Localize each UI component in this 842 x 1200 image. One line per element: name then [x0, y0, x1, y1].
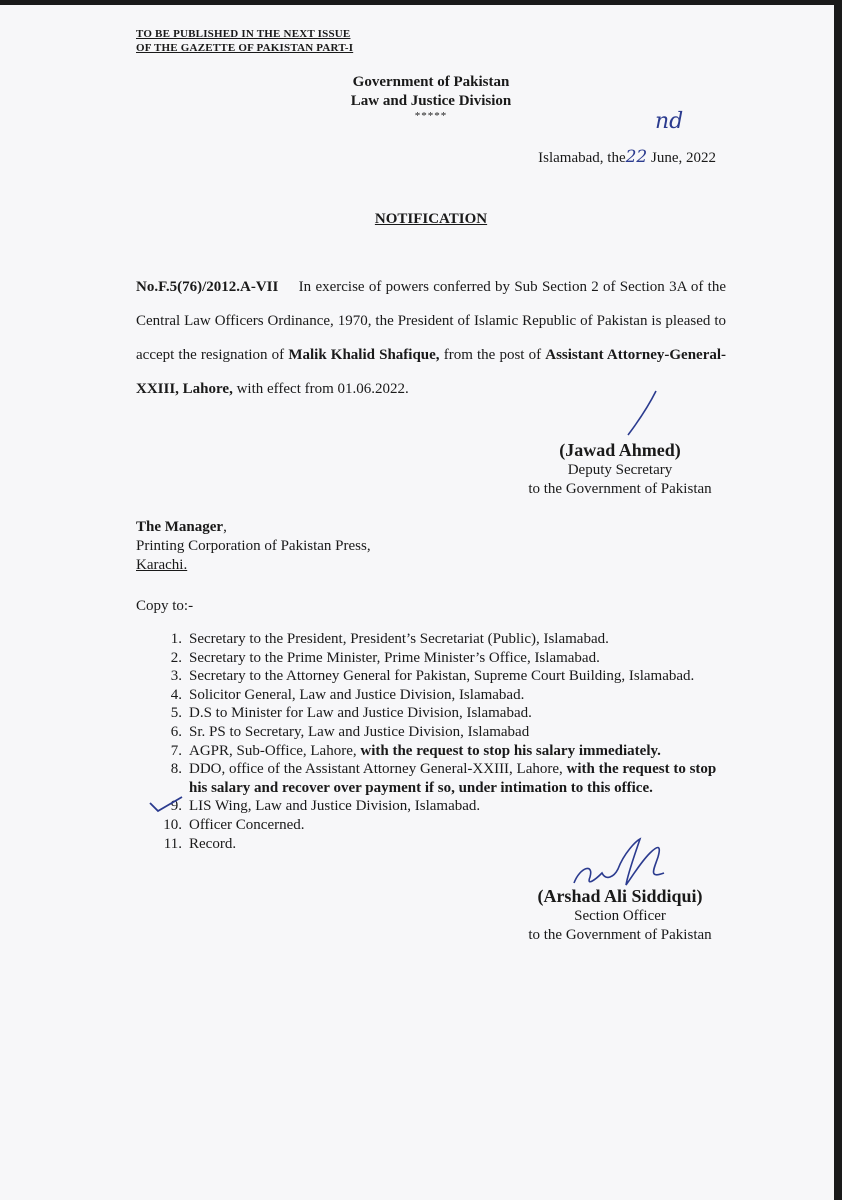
copy-item-number: 5.: [170, 705, 182, 722]
signature-block-deputy-secretary: [500, 439, 740, 499]
date-suffix: June, 2022: [651, 150, 716, 166]
copy-list-item: [136, 667, 736, 686]
handwritten-day: 22: [625, 147, 648, 167]
notification-ref: No.F.5(76)/2012.A-VII: [136, 279, 279, 295]
copy-item-number: 7.: [170, 742, 182, 759]
document-header: [0, 73, 842, 121]
copy-item-text-wrap: [189, 649, 736, 668]
copy-item-number: 6.: [170, 723, 182, 740]
copy-item-text: DDO, office of the Assistant Attorney General-XXIII, Lahore,: [189, 761, 563, 778]
copy-item-text: AGPR, Sub-Office, Lahore,: [189, 742, 357, 759]
copy-item-instruction: with the request to stop his salary immediately.: [360, 742, 661, 759]
handwritten-ordinal: nd: [655, 109, 684, 134]
copy-item-number: 11.: [163, 835, 182, 852]
signatory-1-name: (Jawad Ahmed): [559, 440, 681, 460]
header-stars: *****: [414, 110, 448, 122]
copy-item-number: 4.: [170, 686, 182, 703]
gazette-notice: [136, 27, 353, 55]
copy-to-label: Copy to:-: [136, 598, 194, 614]
gazette-line-2: OF THE GAZETTE OF PAKISTAN PART-I: [136, 42, 354, 54]
copy-item-number: 10.: [163, 816, 182, 833]
copy-list-item: [136, 797, 736, 816]
addressee-name: The Manager: [136, 519, 224, 535]
copy-item-text-wrap: [189, 760, 736, 797]
notification-text-2: from the post of: [443, 347, 542, 363]
copy-item-number: 2.: [170, 649, 182, 666]
copy-list-item: [136, 649, 736, 668]
signature-icon: [566, 833, 676, 893]
signature-stroke-1: [620, 389, 660, 439]
copy-item-text: Officer Concerned.: [189, 816, 305, 833]
copy-item-text-wrap: [189, 686, 736, 705]
copy-item-text: Secretary to the Prime Minister, Prime Minister’s Office, Islamabad.: [189, 649, 600, 666]
signatory-1-org: to the Government of Pakistan: [528, 481, 712, 497]
signatory-2-name: (Arshad Ali Siddiqui): [537, 886, 703, 906]
copy-item-text-wrap: [189, 704, 736, 723]
copy-list-item: [136, 816, 736, 835]
copy-list-item: [136, 630, 736, 649]
copy-list-item: [136, 704, 736, 723]
copy-item-text-wrap: [189, 723, 736, 742]
copy-list-item: [136, 760, 736, 797]
notification-body: [136, 270, 726, 406]
copy-item-text: Secretary to the President, President’s Secretariat (Public), Islamabad.: [189, 631, 609, 647]
copy-item-text: LIS Wing, Law and Justice Division, Islamabad.: [189, 798, 481, 815]
copy-item-text: Sr. PS to Secretary, Law and Justice Division, Islamabad: [189, 723, 530, 740]
place-prefix: Islamabad, the: [538, 150, 626, 166]
post-title: Assistant Attorney-General-XXIII, Lahore,: [136, 347, 727, 397]
copy-list-item: [136, 686, 736, 705]
signatory-2-designation: Section Officer: [574, 908, 666, 924]
copy-list: [136, 630, 736, 853]
copy-item-text-wrap: [189, 742, 736, 761]
header-division: Law and Justice Division: [350, 93, 512, 109]
addressee-city: Karachi.: [136, 557, 188, 573]
copy-item-number: 8.: [170, 761, 182, 778]
notification-text-3: with effect from 01.06.2022.: [236, 381, 409, 397]
place-date: [538, 147, 716, 167]
copy-item-number: 9.: [170, 798, 182, 815]
copy-item-text: Secretary to the Attorney General for Pakistan, Supreme Court Building, Islamabad.: [189, 668, 695, 685]
copy-list-item: [136, 742, 736, 761]
resignee-name: Malik Khalid Shafique,: [288, 347, 440, 363]
gazette-line-1: TO BE PUBLISHED IN THE NEXT ISSUE: [136, 28, 351, 40]
signatory-2-org: to the Government of Pakistan: [528, 927, 712, 943]
signature-block-section-officer: [500, 885, 740, 945]
copy-item-instruction: with the request to stop his salary and recover over payment if so, under intimation to this office.: [189, 761, 717, 796]
copy-item-text-wrap: [189, 630, 736, 649]
copy-item-text: Solicitor General, Law and Justice Division, Islamabad.: [189, 686, 525, 703]
signatory-1-designation: Deputy Secretary: [567, 462, 673, 478]
check-mark-icon: [148, 795, 188, 815]
copy-item-number: 1.: [170, 631, 182, 647]
addressee-block: The Manager, Printing Corporation of Pakistan Press, Karachi.: [136, 519, 371, 573]
copy-item-text: Record.: [189, 835, 237, 852]
addressee-line-2: Printing Corporation of Pakistan Press,: [136, 538, 371, 554]
copy-list-item: [136, 723, 736, 742]
copy-item-text-wrap: [189, 797, 736, 816]
notification-text-1: In exercise of powers conferred by Sub Section 2 of Section 3A of the Central Law Officers Ordinance, 1970, the President of Islamic Republic of Pakistan is pleased to accept the resignation of: [136, 279, 726, 363]
copy-item-number: 3.: [170, 668, 182, 685]
copy-item-text: D.S to Minister for Law and Justice Division, Islamabad.: [189, 705, 532, 722]
header-government: Government of Pakistan: [352, 74, 510, 90]
copy-item-text-wrap: [189, 816, 736, 835]
page-title: NOTIFICATION: [374, 211, 488, 227]
copy-item-text-wrap: [189, 667, 736, 686]
